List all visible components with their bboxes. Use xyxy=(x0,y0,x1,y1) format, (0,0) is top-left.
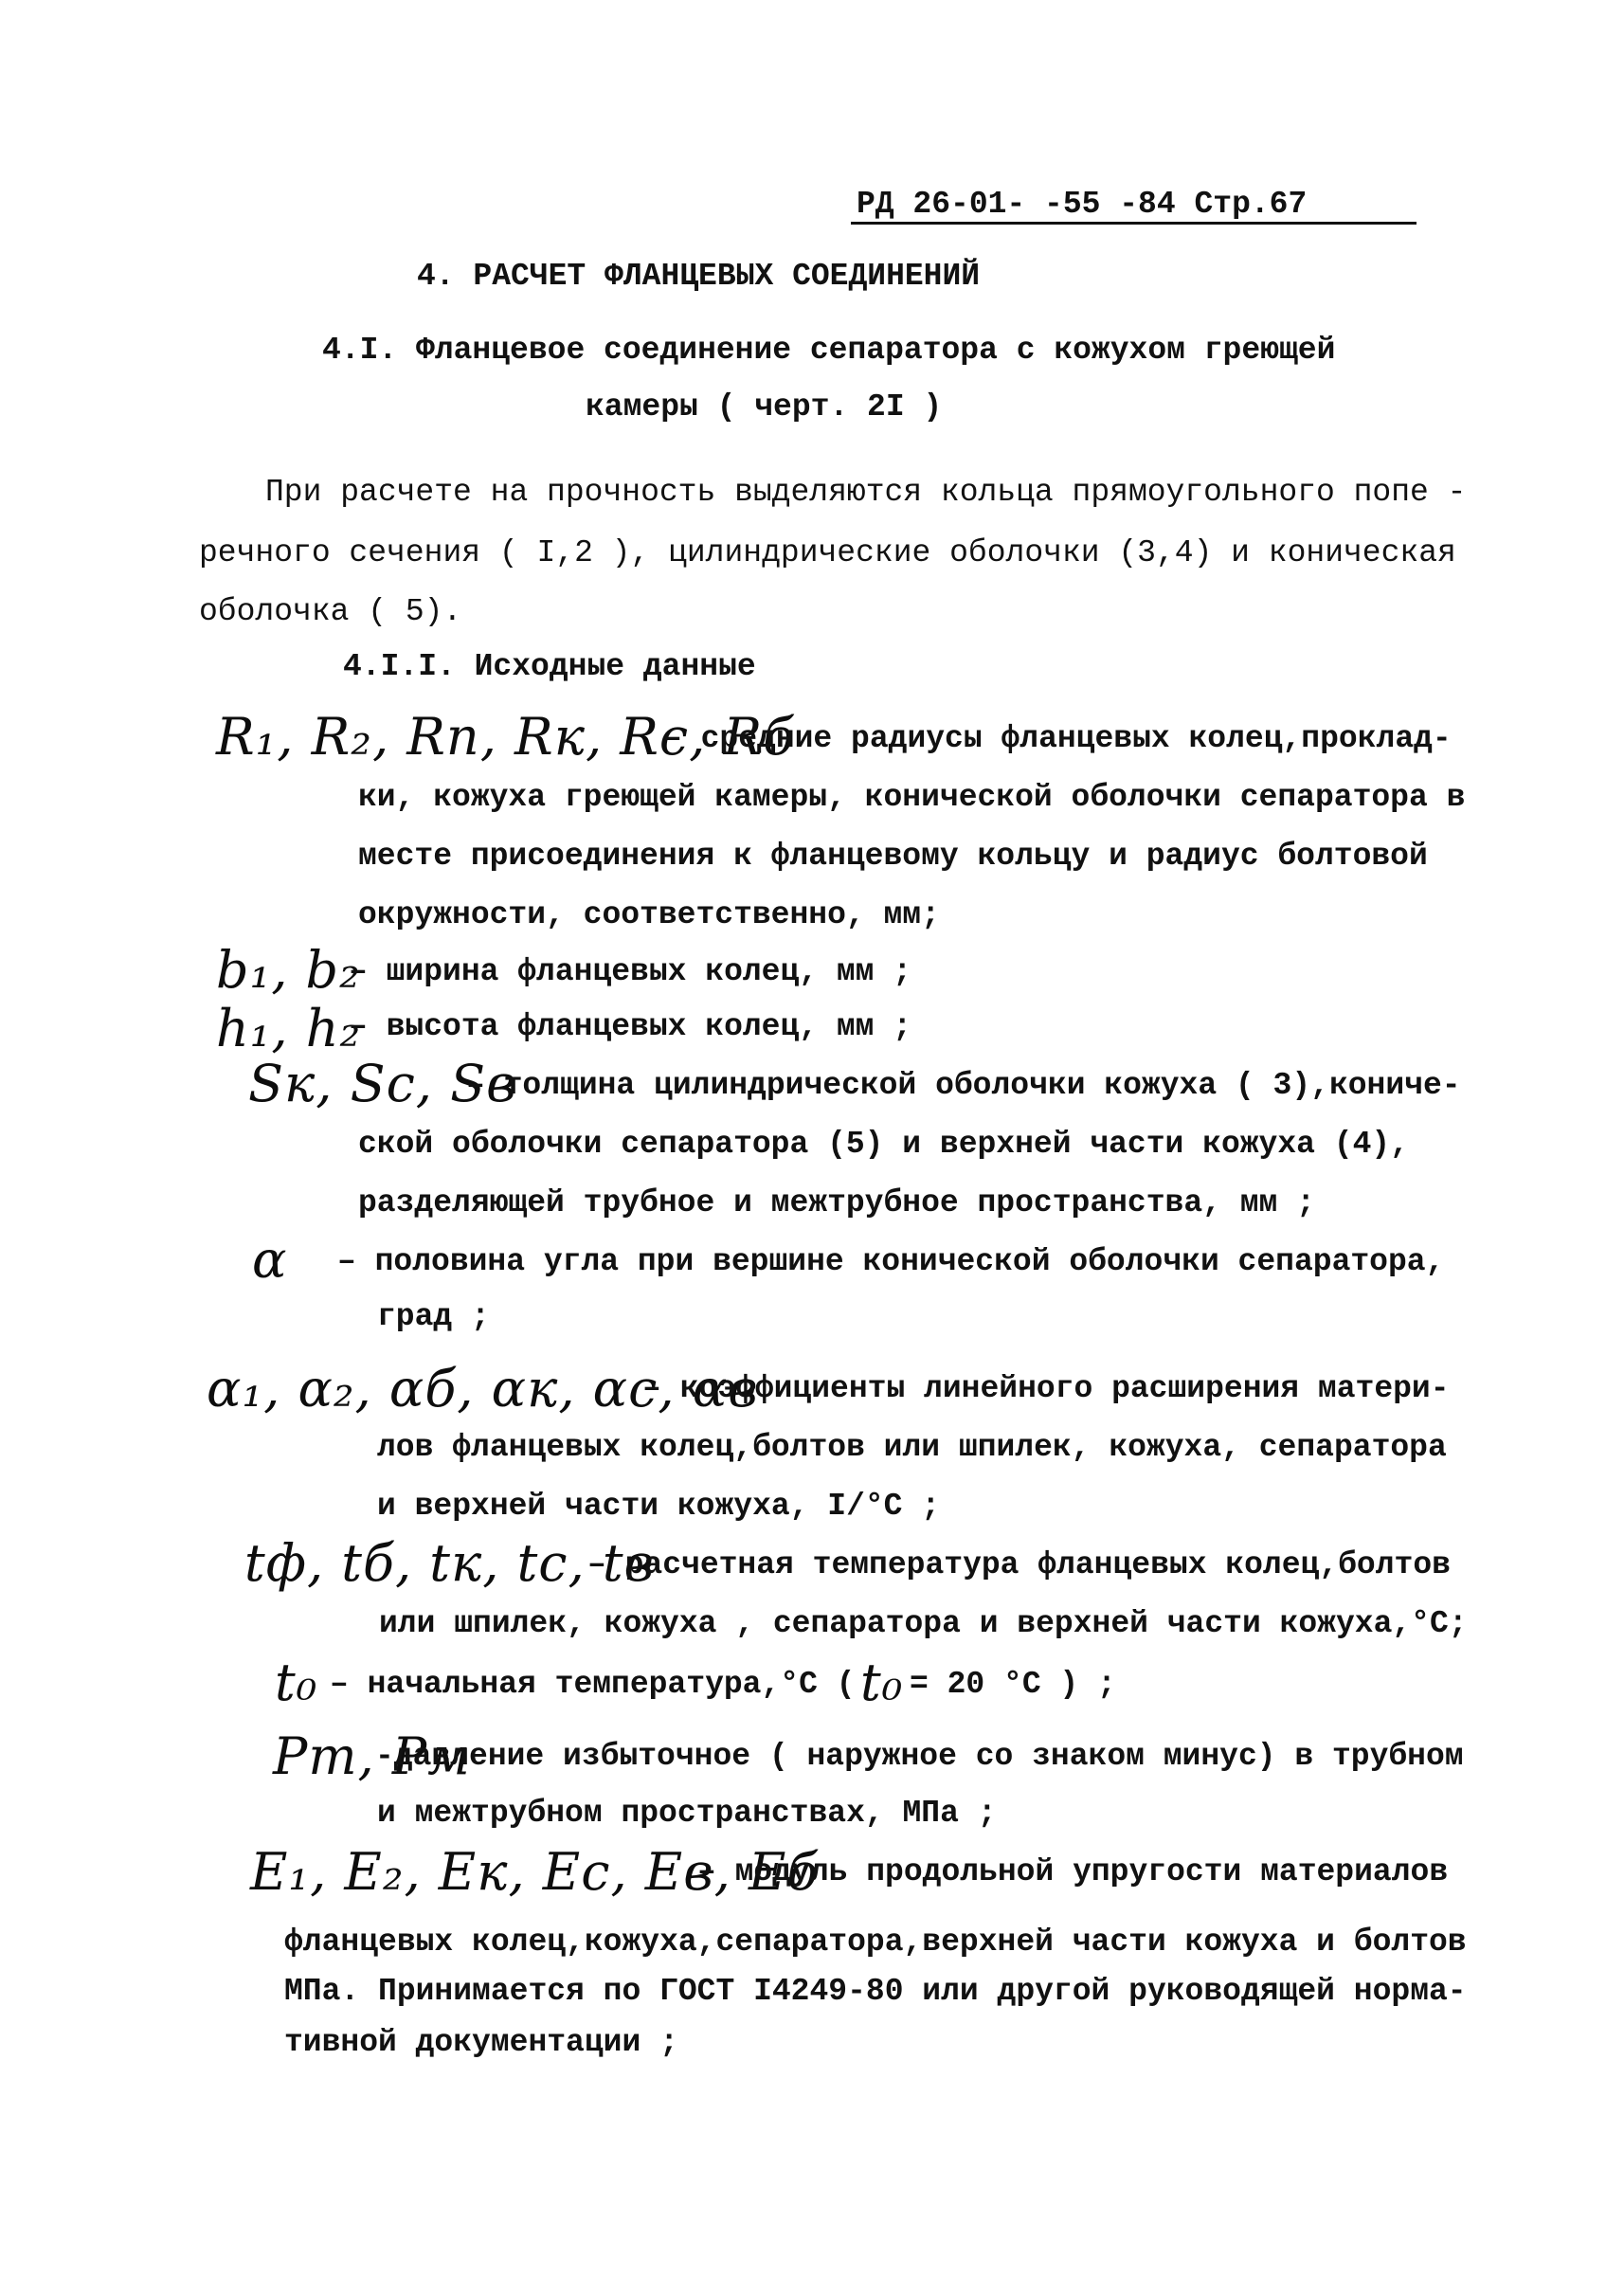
definition-text: – толщина цилиндрической оболочки кожуха ( 3),кониче- xyxy=(466,1068,1461,1103)
definition-text: и верхней части кожуха, I/°C ; xyxy=(377,1489,941,1524)
document-reference: РД 26-01- -55 -84 Стр.67 xyxy=(857,187,1308,222)
definition-text: МПа. Принимается по ГОСТ I4249-80 или другой руководящей норма- xyxy=(284,1974,1467,2009)
temperature-symbols: tф, tб, tк, tс, tв xyxy=(244,1533,655,1593)
intro-line1: При расчете на прочность выделяются кольца прямоугольного попе - xyxy=(265,475,1467,510)
definition-text: фланцевых колец,кожуха,сепаратора,верхней части кожуха и болтов xyxy=(284,1925,1467,1960)
subsection-title-line2: камеры ( черт. 2I ) xyxy=(586,389,943,425)
alpha-coefficient-symbols: α₁, α₂, αб, αк, αс, αв xyxy=(207,1359,759,1419)
definition-text: тивной документации ; xyxy=(284,2025,678,2060)
definition-text: разделяющей трубное и межтрубное пространства, мм ; xyxy=(358,1185,1315,1220)
inline-initial-temperature-symbol: t₀ xyxy=(860,1653,904,1712)
definition-text: – половина угла при вершине конической оболочки сепаратора, xyxy=(337,1244,1445,1279)
subsection-title-line1: 4.I. Фланцевое соединение сепаратора с кожухом греющей xyxy=(322,333,1336,368)
intro-line3: оболочка ( 5). xyxy=(199,594,462,629)
intro-line2: речного сечения ( I,2 ), цилиндрические оболочки (3,4) и коническая xyxy=(199,535,1456,570)
height-symbols: h₁, h₂ xyxy=(216,999,362,1058)
pressure-symbols: Pт, Pм xyxy=(273,1726,471,1786)
definition-text: град ; xyxy=(377,1299,490,1334)
definition-text: = 20 °С ) ; xyxy=(910,1667,1116,1702)
header-underline xyxy=(851,222,1416,225)
definition-text: – расчетная температура фланцевых колец,болтов xyxy=(587,1547,1451,1582)
radii-symbols: R₁, R₂, Rп, Rк, Rс, Rб xyxy=(216,707,796,767)
definition-text: лов фланцевых колец,болтов или шпилек, кожуха, сепаратора xyxy=(377,1430,1447,1465)
alpha-symbol: α xyxy=(252,1230,288,1290)
thickness-symbols: Sк, Sс, Sв xyxy=(248,1054,517,1113)
width-symbols: b₁, b₂ xyxy=(216,940,361,1000)
definition-text: – ширина фланцевых колец, мм ; xyxy=(349,954,912,989)
definition-text: и межтрубном пространствах, МПа ; xyxy=(377,1796,997,1831)
definition-text: ки, кожуха греющей камеры, конической оболочки сепаратора в xyxy=(358,780,1466,815)
definition-text: – модуль продольной упругости материалов xyxy=(697,1854,1449,1889)
definition-text: окружности, соответственно, мм; xyxy=(358,897,940,932)
definition-text: – коэффициенты линейного расширения матери- xyxy=(642,1371,1450,1406)
definition-text: ской оболочки сепаратора (5) и верхней части кожуха (4), xyxy=(358,1127,1409,1162)
initial-temperature-symbol: t₀ xyxy=(275,1653,318,1712)
definition-text: или шпилек, кожуха , сепаратора и верхней части кожуха,°С; xyxy=(379,1606,1468,1641)
section-title: 4. РАСЧЕТ ФЛАНЦЕВЫХ СОЕДИНЕНИЙ xyxy=(417,259,981,294)
elastic-modulus-symbols: E₁, E₂, Eк, Eс, Eв, Eб xyxy=(250,1842,820,1902)
definition-text: – начальная температура,°С ( xyxy=(330,1667,856,1702)
definition-text: месте присоединения к фланцевому кольцу и радиус болтовой xyxy=(358,839,1428,874)
definition-text: – высота фланцевых колец, мм ; xyxy=(349,1009,912,1044)
subsubsection-title: 4.I.I. Исходные данные xyxy=(343,649,756,684)
definition-text: – средние радиусы фланцевых колец,проклад- xyxy=(663,721,1452,756)
definition-text: -давление избыточное ( наружное со знаком минус) в трубном xyxy=(375,1739,1464,1774)
